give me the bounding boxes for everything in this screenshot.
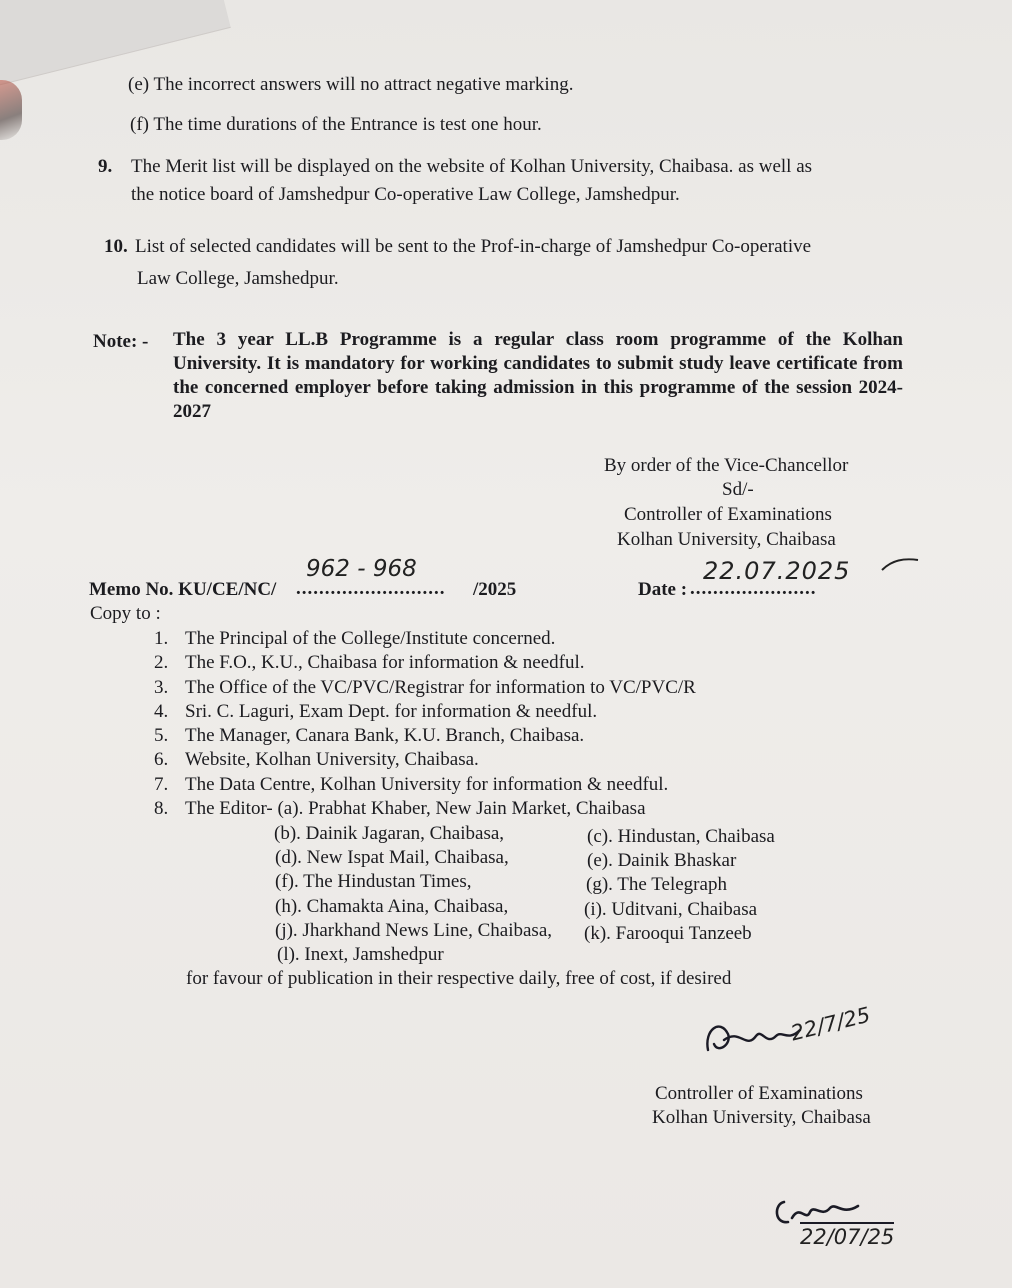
point-9-line2: the notice board of Jamshedpur Co-operative Law College, Jamshedpur. xyxy=(131,184,680,205)
copy-item-number: 7. xyxy=(154,774,169,795)
edge-stain xyxy=(0,80,22,140)
copy-item-number: 6. xyxy=(154,749,169,770)
copy-item-text: Sri. C. Laguri, Exam Dept. for information & needful. xyxy=(185,701,598,722)
clause-e: (e) The incorrect answers will no attract negative marking. xyxy=(128,74,574,95)
point-10-line1: List of selected candidates will be sent to the Prof-in-charge of Jamshedpur Co-operative xyxy=(135,236,812,257)
editor-left: (l). Inext, Jamshedpur xyxy=(277,944,444,965)
note-text: The 3 year LL.B Programme is a regular class room programme of the Kolhan University. It is mandatory for working candidates to submit study leave certificate from the concerned employer before taking admission in this programme of the session 2024-2027 xyxy=(173,329,903,422)
editor-right: (g). The Telegraph xyxy=(586,874,727,895)
copy-item-number: 2. xyxy=(154,652,169,673)
date-handwritten: 22.07.2025 xyxy=(703,557,851,585)
date-flourish xyxy=(880,556,920,576)
bottom-initials-date: 22/07/25 xyxy=(800,1222,894,1249)
editor-right: (i). Uditvani, Chaibasa xyxy=(584,899,758,920)
copy-to-closing: for favour of publication in their respective daily, free of cost, if desired xyxy=(186,968,732,989)
editor-left: (h). Chamakta Aina, Chaibasa, xyxy=(275,896,509,917)
signature-date: 22/7/25 xyxy=(788,1002,873,1046)
copy-item-text: Website, Kolhan University, Chaibasa. xyxy=(185,749,479,770)
editor-left: (j). Jharkhand News Line, Chaibasa, xyxy=(275,920,553,941)
point-9-number: 9. xyxy=(98,156,113,177)
copy-item-number: 1. xyxy=(154,628,169,649)
memo-handwritten-number: 962 - 968 xyxy=(306,556,417,582)
copy-item-text: The Manager, Canara Bank, K.U. Branch, Chaibasa. xyxy=(185,725,585,746)
copy-item-text: The F.O., K.U., Chaibasa for information & needful. xyxy=(185,652,585,673)
editor-right: (c). Hindustan, Chaibasa xyxy=(587,826,775,847)
editor-left: (f). The Hindustan Times, xyxy=(275,871,472,892)
order-university: Kolhan University, Chaibasa xyxy=(617,529,836,550)
memo-dots: .......................... xyxy=(296,578,446,599)
editor-right: (e). Dainik Bhaskar xyxy=(587,850,737,871)
editor-left: (b). Dainik Jagaran, Chaibasa, xyxy=(274,823,505,844)
copy-item-number: 4. xyxy=(154,701,169,722)
copy-item-text: The Data Centre, Kolhan University for information & needful. xyxy=(185,774,669,795)
order-line-1: By order of the Vice-Chancellor xyxy=(604,455,849,476)
clause-f: (f) The time durations of the Entrance is test one hour. xyxy=(130,114,542,135)
copy-item-number: 8. xyxy=(154,798,169,819)
point-10-line2: Law College, Jamshedpur. xyxy=(137,268,339,289)
copy-item-number: 3. xyxy=(154,677,169,698)
signature-designation: Controller of Examinations xyxy=(655,1083,863,1104)
copy-item-number: 5. xyxy=(154,725,169,746)
note-label: Note: - xyxy=(93,331,149,352)
point-9-line1: The Merit list will be displayed on the website of Kolhan University, Chaibasa. as well as xyxy=(131,156,813,177)
copy-to-label: Copy to : xyxy=(90,603,161,624)
copy-item-text: The Office of the VC/PVC/Registrar for information to VC/PVC/R xyxy=(185,677,696,698)
copy-item-text: The Principal of the College/Institute concerned. xyxy=(185,628,556,649)
memo-suffix: /2025 xyxy=(473,579,517,600)
editor-left: (d). New Ispat Mail, Chaibasa, xyxy=(275,847,509,868)
date-dots: ...................... xyxy=(690,578,817,599)
signature-university: Kolhan University, Chaibasa xyxy=(652,1107,871,1128)
point-10-number: 10. xyxy=(104,236,128,257)
order-designation: Controller of Examinations xyxy=(624,504,832,525)
memo-label: Memo No. KU/CE/NC/ xyxy=(89,579,277,600)
date-label: Date : xyxy=(638,579,688,600)
editor-right: (k). Farooqui Tanzeeb xyxy=(584,923,752,944)
order-sd: Sd/- xyxy=(722,479,754,500)
copy-item-text: The Editor- (a). Prabhat Khaber, New Jain Market, Chaibasa xyxy=(185,798,646,819)
